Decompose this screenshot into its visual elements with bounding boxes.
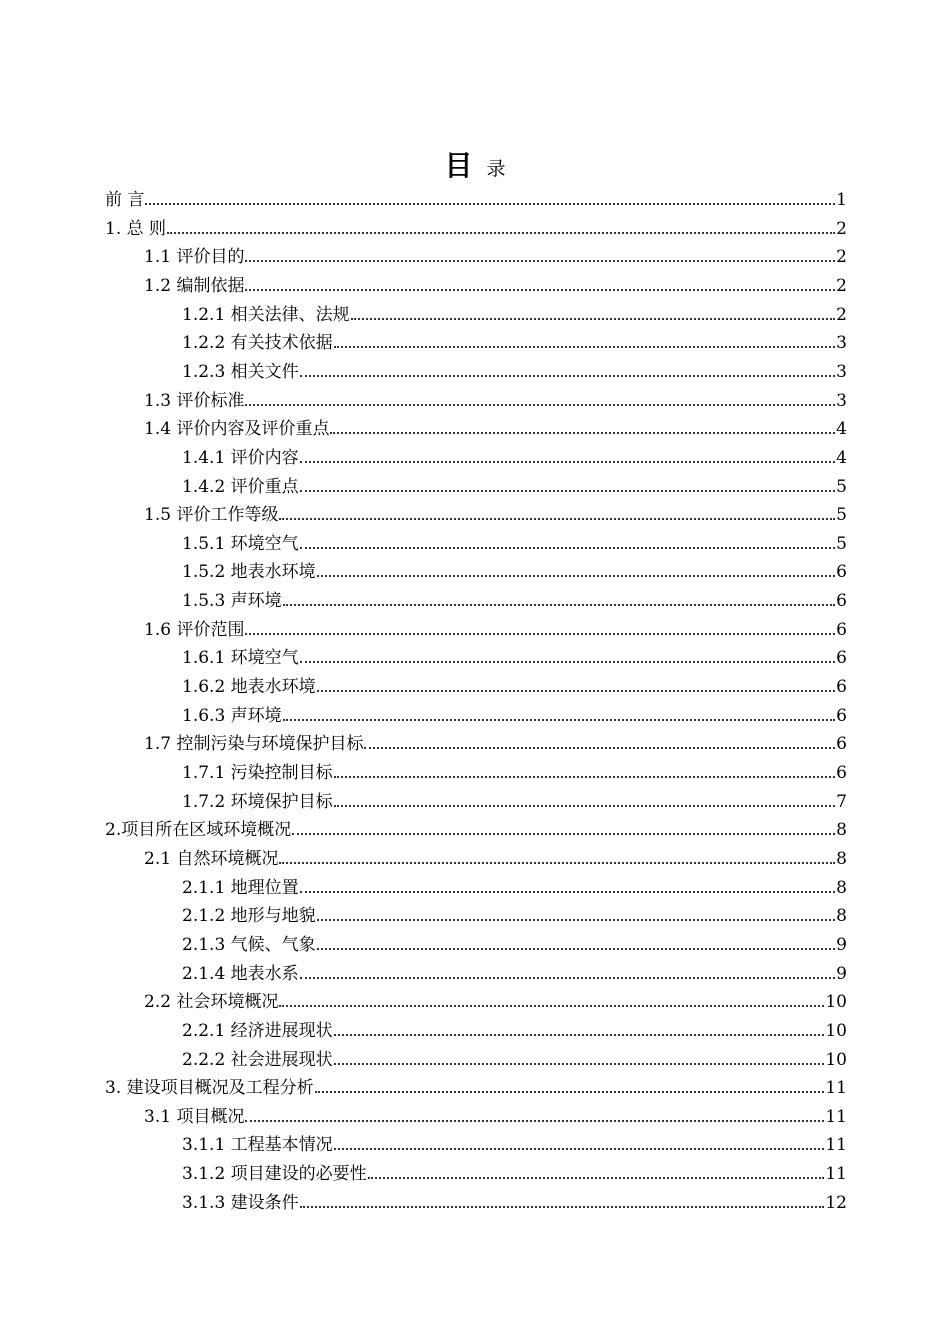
toc-leader-dots — [334, 1063, 825, 1065]
toc-leader-dots — [300, 1206, 825, 1208]
toc-leader-dots — [334, 1034, 825, 1036]
toc-entry-page: 11 — [825, 1106, 847, 1127]
toc-entry[interactable] — [182, 525, 847, 554]
toc-entry-page: 6 — [836, 677, 847, 698]
toc-entry-page: 8 — [836, 877, 847, 898]
toc-entry[interactable] — [144, 611, 847, 640]
toc-entry-label: 1.7.2 环境保护目标 — [182, 791, 333, 812]
toc-leader-dots — [279, 862, 835, 864]
toc-entry[interactable] — [182, 955, 847, 984]
toc-leader-dots — [292, 833, 835, 835]
toc-entry-page: 6 — [836, 619, 847, 640]
toc-entry[interactable] — [182, 1126, 847, 1155]
toc-entry[interactable] — [144, 496, 847, 525]
toc-leader-dots — [245, 633, 835, 635]
toc-entry-page: 8 — [836, 906, 847, 927]
toc-entry[interactable] — [105, 210, 847, 239]
toc-entry[interactable] — [144, 840, 847, 869]
toc-entry-page: 3 — [836, 390, 847, 411]
toc-leader-dots — [300, 977, 836, 979]
toc-entry-label: 1.6 评价范围 — [144, 619, 245, 640]
toc-entry[interactable] — [144, 1098, 847, 1127]
toc-leader-dots — [330, 432, 835, 434]
toc-entry-page: 5 — [836, 533, 847, 554]
toc-entry-page: 4 — [836, 419, 847, 440]
toc-leader-dots — [245, 1120, 824, 1122]
toc-entry[interactable] — [182, 783, 847, 812]
toc-entry-label: 1.5.3 声环境 — [182, 591, 282, 612]
toc-entry-label: 1.4.1 评价内容 — [182, 447, 299, 468]
toc-entry-label: 前 言 — [105, 190, 145, 210]
toc-entry-label: 1. 总 则 — [105, 218, 167, 239]
toc-entry-page: 3 — [836, 333, 847, 354]
toc-entry[interactable] — [182, 869, 847, 898]
toc-leader-dots — [334, 776, 836, 778]
toc-entry-label: 2.1.1 地理位置 — [182, 877, 299, 898]
toc-leader-dots — [300, 461, 836, 463]
toc-entry-page: 11 — [825, 1135, 847, 1156]
toc-entry-label: 1.7 控制污染与环境保护目标 — [144, 734, 364, 755]
toc-entry[interactable] — [144, 983, 847, 1012]
toc-entry-page: 8 — [836, 848, 847, 869]
toc-entry-label: 1.2.2 有关技术依据 — [182, 333, 333, 354]
toc-entry[interactable] — [144, 382, 847, 411]
toc-entry[interactable] — [182, 582, 847, 611]
toc-entry-page: 2 — [836, 247, 847, 268]
toc-leader-dots — [317, 575, 836, 577]
toc-entry-page: 10 — [825, 992, 847, 1013]
toc-entry-label: 1.2.1 相关法律、法规 — [182, 304, 350, 325]
toc-entry-label: 2.1.4 地表水系 — [182, 963, 299, 984]
toc-entry-page: 11 — [825, 1078, 847, 1099]
toc-leader-dots — [317, 919, 836, 921]
toc-entry-page: 11 — [825, 1164, 847, 1185]
toc-entry-page: 6 — [836, 648, 847, 669]
toc-title — [0, 144, 950, 184]
toc-leader-dots — [283, 604, 836, 606]
toc-entry-page: 2 — [836, 218, 847, 239]
toc-entry[interactable] — [144, 725, 847, 754]
toc-entry-label: 1.5.2 地表水环境 — [182, 562, 316, 583]
toc-title-main: 目 — [444, 149, 473, 182]
toc-entry-label: 1.6.2 地表水环境 — [182, 677, 316, 698]
toc-entry-label: 1.5.1 环境空气 — [182, 533, 299, 554]
toc-entry-page: 6 — [836, 734, 847, 755]
toc-entry-label: 1.3 评价标准 — [144, 390, 245, 411]
toc-entry-label: 1.1 评价目的 — [144, 247, 245, 268]
toc-leader-dots — [279, 1005, 824, 1007]
toc-entry-label: 2.1.2 地形与地貌 — [182, 906, 316, 927]
toc-entry-page: 1 — [836, 190, 847, 210]
toc-leader-dots — [300, 547, 836, 549]
toc-entry-label: 1.5 评价工作等级 — [144, 505, 279, 526]
toc-entry[interactable] — [105, 811, 847, 840]
toc-leader-dots — [364, 747, 835, 749]
toc-entry[interactable] — [182, 324, 847, 353]
toc-leader-dots — [334, 346, 836, 348]
toc-entry-page: 6 — [836, 562, 847, 583]
toc-leader-dots — [317, 948, 836, 950]
toc-entry[interactable] — [182, 668, 847, 697]
toc-leader-dots — [351, 318, 836, 320]
toc-leader-dots — [167, 232, 835, 234]
toc-entry-label: 1.6.3 声环境 — [182, 705, 282, 726]
toc-entry-page: 6 — [836, 591, 847, 612]
toc-entry-page: 5 — [836, 505, 847, 526]
toc-entry-page: 2 — [836, 304, 847, 325]
toc-entry-label: 1.7.1 污染控制目标 — [182, 763, 333, 783]
toc-entry[interactable] — [144, 410, 847, 439]
toc-entry-page: 7 — [836, 791, 847, 812]
toc-entry-label: 2.2.1 经济进展现状 — [182, 1020, 333, 1041]
toc-entry-label: 1.2 编制依据 — [144, 275, 245, 296]
toc-leader-dots — [368, 1177, 825, 1179]
toc-entry[interactable] — [182, 353, 847, 382]
toc-leader-dots — [300, 490, 836, 492]
toc-entry[interactable] — [182, 1041, 847, 1070]
toc-entry-label: 3.1.3 建设条件 — [182, 1192, 299, 1213]
toc-leader-dots — [334, 805, 836, 807]
toc-entry[interactable] — [182, 1155, 847, 1184]
toc-entry[interactable] — [182, 1012, 847, 1041]
toc-entry[interactable] — [144, 267, 847, 296]
toc-entry-page: 3 — [836, 361, 847, 382]
toc-entry-page: 4 — [836, 447, 847, 468]
toc-entry-label: 3. 建设项目概况及工程分析 — [105, 1078, 314, 1099]
toc-leader-dots — [315, 1091, 825, 1093]
toc-entry[interactable] — [182, 439, 847, 468]
toc-entry[interactable] — [105, 181, 847, 210]
toc-entry-label: 3.1 项目概况 — [144, 1106, 245, 1127]
toc-entry-page: 6 — [836, 705, 847, 726]
toc-entry[interactable] — [182, 754, 847, 783]
toc-entry[interactable] — [105, 1069, 847, 1098]
toc-entry-label: 3.1.2 项目建设的必要性 — [182, 1164, 367, 1185]
toc-entry-label: 1.6.1 环境空气 — [182, 648, 299, 669]
toc-entry-label: 2.2 社会环境概况 — [144, 992, 279, 1013]
toc-entry-page: 2 — [836, 275, 847, 296]
toc-leader-dots — [279, 518, 835, 520]
toc-entry-page: 5 — [836, 476, 847, 497]
toc-leader-dots — [145, 203, 835, 205]
toc-entry-page: 8 — [836, 820, 847, 841]
toc-title-secondary: 录 — [486, 158, 506, 180]
toc-entry-label: 2.1 自然环境概况 — [144, 848, 279, 869]
toc-leader-dots — [283, 719, 836, 721]
toc-entry[interactable] — [182, 897, 847, 926]
toc-entry-label: 1.4 评价内容及评价重点 — [144, 419, 330, 440]
toc-leader-dots — [300, 661, 836, 663]
toc-leader-dots — [245, 404, 835, 406]
toc-entry-page: 9 — [836, 963, 847, 984]
toc-entry-page: 9 — [836, 934, 847, 955]
toc-entry-label: 3.1.1 工程基本情况 — [182, 1135, 333, 1156]
toc-leader-dots — [300, 375, 836, 377]
toc-entry-page: 12 — [825, 1192, 847, 1213]
toc-entry[interactable] — [144, 238, 847, 267]
toc-entry-page: 10 — [825, 1020, 847, 1041]
toc-leader-dots — [334, 1148, 825, 1150]
toc-entry-label: 2.项目所在区域环境概况 — [105, 820, 292, 841]
toc-entry[interactable] — [182, 553, 847, 582]
toc-entry[interactable] — [182, 697, 847, 726]
toc-entry[interactable] — [182, 1184, 847, 1213]
toc-leader-dots — [245, 289, 835, 291]
toc-entry-page: 10 — [825, 1049, 847, 1070]
toc-leader-dots — [317, 690, 836, 692]
toc-entry-label: 1.2.3 相关文件 — [182, 361, 299, 382]
toc-entry[interactable] — [182, 468, 847, 497]
toc-entry[interactable] — [182, 296, 847, 325]
toc-entry[interactable] — [182, 639, 847, 668]
toc-entry-label: 2.2.2 社会进展现状 — [182, 1049, 333, 1070]
toc-entry-page: 6 — [836, 763, 847, 783]
toc-entry-label: 2.1.3 气候、气象 — [182, 934, 316, 955]
toc-leader-dots — [245, 260, 835, 262]
toc-entry[interactable] — [182, 926, 847, 955]
toc-entry-label: 1.4.2 评价重点 — [182, 476, 299, 497]
toc-leader-dots — [300, 891, 836, 893]
